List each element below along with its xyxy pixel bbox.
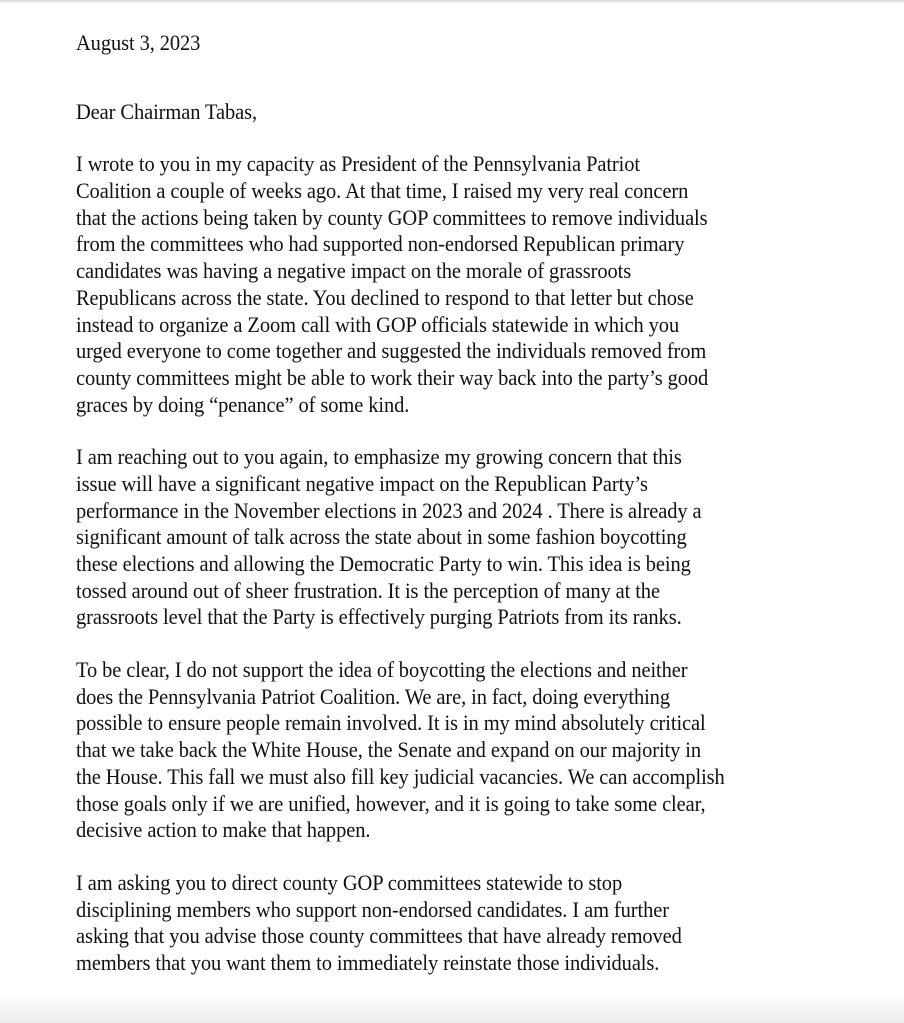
paragraph-line: does the Pennsylvania Patriot Coalition. We are, in fact, doing everything xyxy=(76,683,670,709)
paragraph-line: urged everyone to come together and suggested the individuals removed from xyxy=(76,338,707,364)
paragraph-line: tossed around out of sheer frustration. It is the perception of many at the xyxy=(76,577,660,603)
paragraph-3 xyxy=(76,657,876,844)
paragraph-line: decisive action to make that happen. xyxy=(76,817,371,843)
page-top-edge xyxy=(0,0,904,3)
letter-page xyxy=(76,30,876,977)
paragraph-line: that we take back the White House, the Senate and expand on our majority in xyxy=(76,737,702,763)
paragraph-line: instead to organize a Zoom call with GOP officials statewide in which you xyxy=(76,311,680,337)
paragraph-line: To be clear, I do not support the idea of boycotting the elections and neither xyxy=(76,657,688,683)
paragraph-line: disciplining members who support non-endorsed candidates. I am further xyxy=(76,896,669,922)
paragraph-line: Coalition a couple of weeks ago. At that time, I raised my very real concern xyxy=(76,178,689,204)
paragraph-line: issue will have a significant negative impact on the Republican Party’s xyxy=(76,470,648,496)
paragraph-line: significant amount of talk across the state about in some fashion boycotting xyxy=(76,524,687,550)
paragraph-line: I wrote to you in my capacity as President of the Pennsylvania Patriot xyxy=(76,151,640,177)
paragraph-line: asking that you advise those county committees that have already removed xyxy=(76,923,682,949)
letter-salutation: Dear Chairman Tabas, xyxy=(76,98,257,124)
page-bottom-fade xyxy=(0,993,904,1023)
paragraph-line: that the actions being taken by county GOP committees to remove individuals xyxy=(76,204,708,230)
paragraph-line: possible to ensure people remain involved. It is in my mind absolutely critical xyxy=(76,710,706,736)
paragraph-line: performance in the November elections in 2023 and 2024 . There is already a xyxy=(76,497,702,523)
letter-date: August 3, 2023 xyxy=(76,30,201,55)
paragraph-line: these elections and allowing the Democratic Party to win. This idea is being xyxy=(76,551,691,576)
paragraph-line: from the committees who had supported non-endorsed Republican primary xyxy=(76,231,685,257)
paragraph-line: candidates was having a negative impact on the morale of grassroots xyxy=(76,258,632,284)
paragraph-line: Republicans across the state. You declined to respond to that letter but chose xyxy=(76,284,694,310)
paragraph-2 xyxy=(76,444,876,631)
paragraph-1 xyxy=(76,151,876,418)
paragraph-line: county committees might be able to work their way back into the party’s good xyxy=(76,364,709,390)
paragraph-4 xyxy=(76,870,876,977)
paragraph-line: grassroots level that the Party is effectively purging Patriots from its ranks. xyxy=(76,604,682,630)
paragraph-line: the House. This fall we must also fill key judicial vacancies. We can accomplish xyxy=(76,763,725,789)
paragraph-line: members that you want them to immediately reinstate those individuals. xyxy=(76,949,660,975)
paragraph-line: I am asking you to direct county GOP committees statewide to stop xyxy=(76,869,623,895)
paragraph-line: graces by doing “penance” of some kind. xyxy=(76,391,410,417)
paragraph-line: those goals only if we are unified, however, and it is going to take some clear, xyxy=(76,790,706,816)
paragraph-line: I am reaching out to you again, to emphasize my growing concern that this xyxy=(76,444,682,470)
